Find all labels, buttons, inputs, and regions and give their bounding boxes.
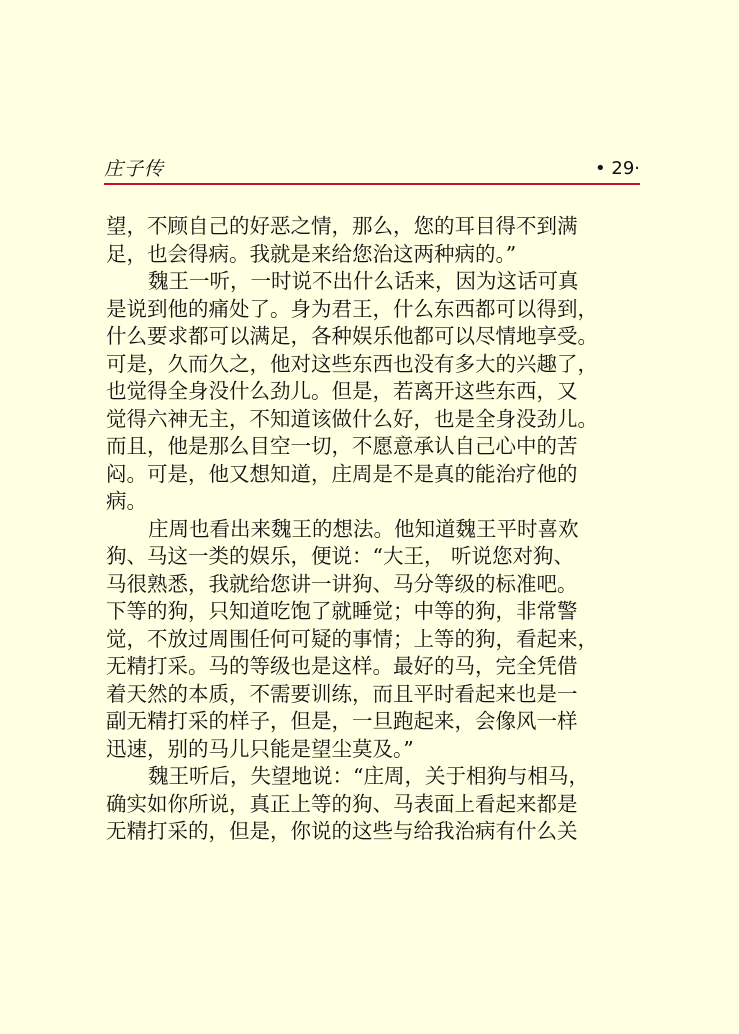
text-line: 下等的狗，只知道吃饱了就睡觉；中等的狗，非常警 (106, 599, 578, 623)
text-line: 无精打采的，但是，你说的这些与给我治病有什么关 (106, 819, 578, 843)
text-line: 马很熟悉，我就给您讲一讲狗、马分等级的标准吧。 (106, 571, 578, 596)
running-title: 庄子传 (104, 158, 165, 180)
page-header (104, 157, 640, 183)
text-line: 魏王听后，失望地说：“庄周，关于相狗与相马， (148, 764, 589, 788)
text-line: 望，不顾自己的好恶之情，那么，您的耳目得不到满 (106, 214, 578, 238)
text-line: 而且，他是那么目空一切，不愿意承认自己心中的苦 (106, 434, 578, 458)
text-line: 无精打采。马的等级也是这样。最好的马，完全凭借 (106, 654, 578, 678)
text-line: 迅速，别的马儿只能是望尘莫及。” (106, 736, 414, 761)
text-line: 足，也会得病。我就是来给您治这两种病的。” (106, 241, 517, 266)
text-line: 是说到他的痛处了。身为君王，什么东西都可以得到， (106, 296, 598, 321)
text-line: 副无精打采的样子，但是，一旦跑起来，会像风一样 (106, 709, 578, 733)
text-line: 确实如你所说，真正上等的狗、马表面上看起来都是 (106, 791, 578, 816)
text-line: 觉，不放过周围任何可疑的事情；上等的狗，看起来， (106, 626, 598, 651)
text-line: 可是，久而久之，他对这些东西也没有多大的兴趣了， (106, 351, 598, 376)
text-line: 什么要求都可以满足，各种娱乐他都可以尽情地享受。 (106, 324, 598, 348)
text-line: 病。 (106, 489, 147, 513)
text-line: 狗、马这一类的娱乐，便说：“大王， 听说您对狗、 (106, 544, 574, 568)
text-line: 庄周也看出来魏王的想法。他知道魏王平时喜欢 (148, 516, 579, 541)
text-line: 也觉得全身没什么劲儿。但是，若离开这些东西，又 (106, 379, 578, 403)
text-line: 觉得六神无主，不知道该做什么好，也是全身没劲儿。 (106, 406, 598, 431)
page-number: • 29· (595, 158, 640, 179)
text-line: 闷。可是，他又想知道，庄周是不是真的能治疗他的 (106, 461, 578, 486)
text-line: 着天然的本质，不需要训练，而且平时看起来也是一 (106, 681, 578, 706)
body-text (106, 213, 636, 846)
text-line: 魏王一听，一时说不出什么话来，因为这话可真 (148, 269, 579, 293)
header-rule (104, 183, 640, 185)
